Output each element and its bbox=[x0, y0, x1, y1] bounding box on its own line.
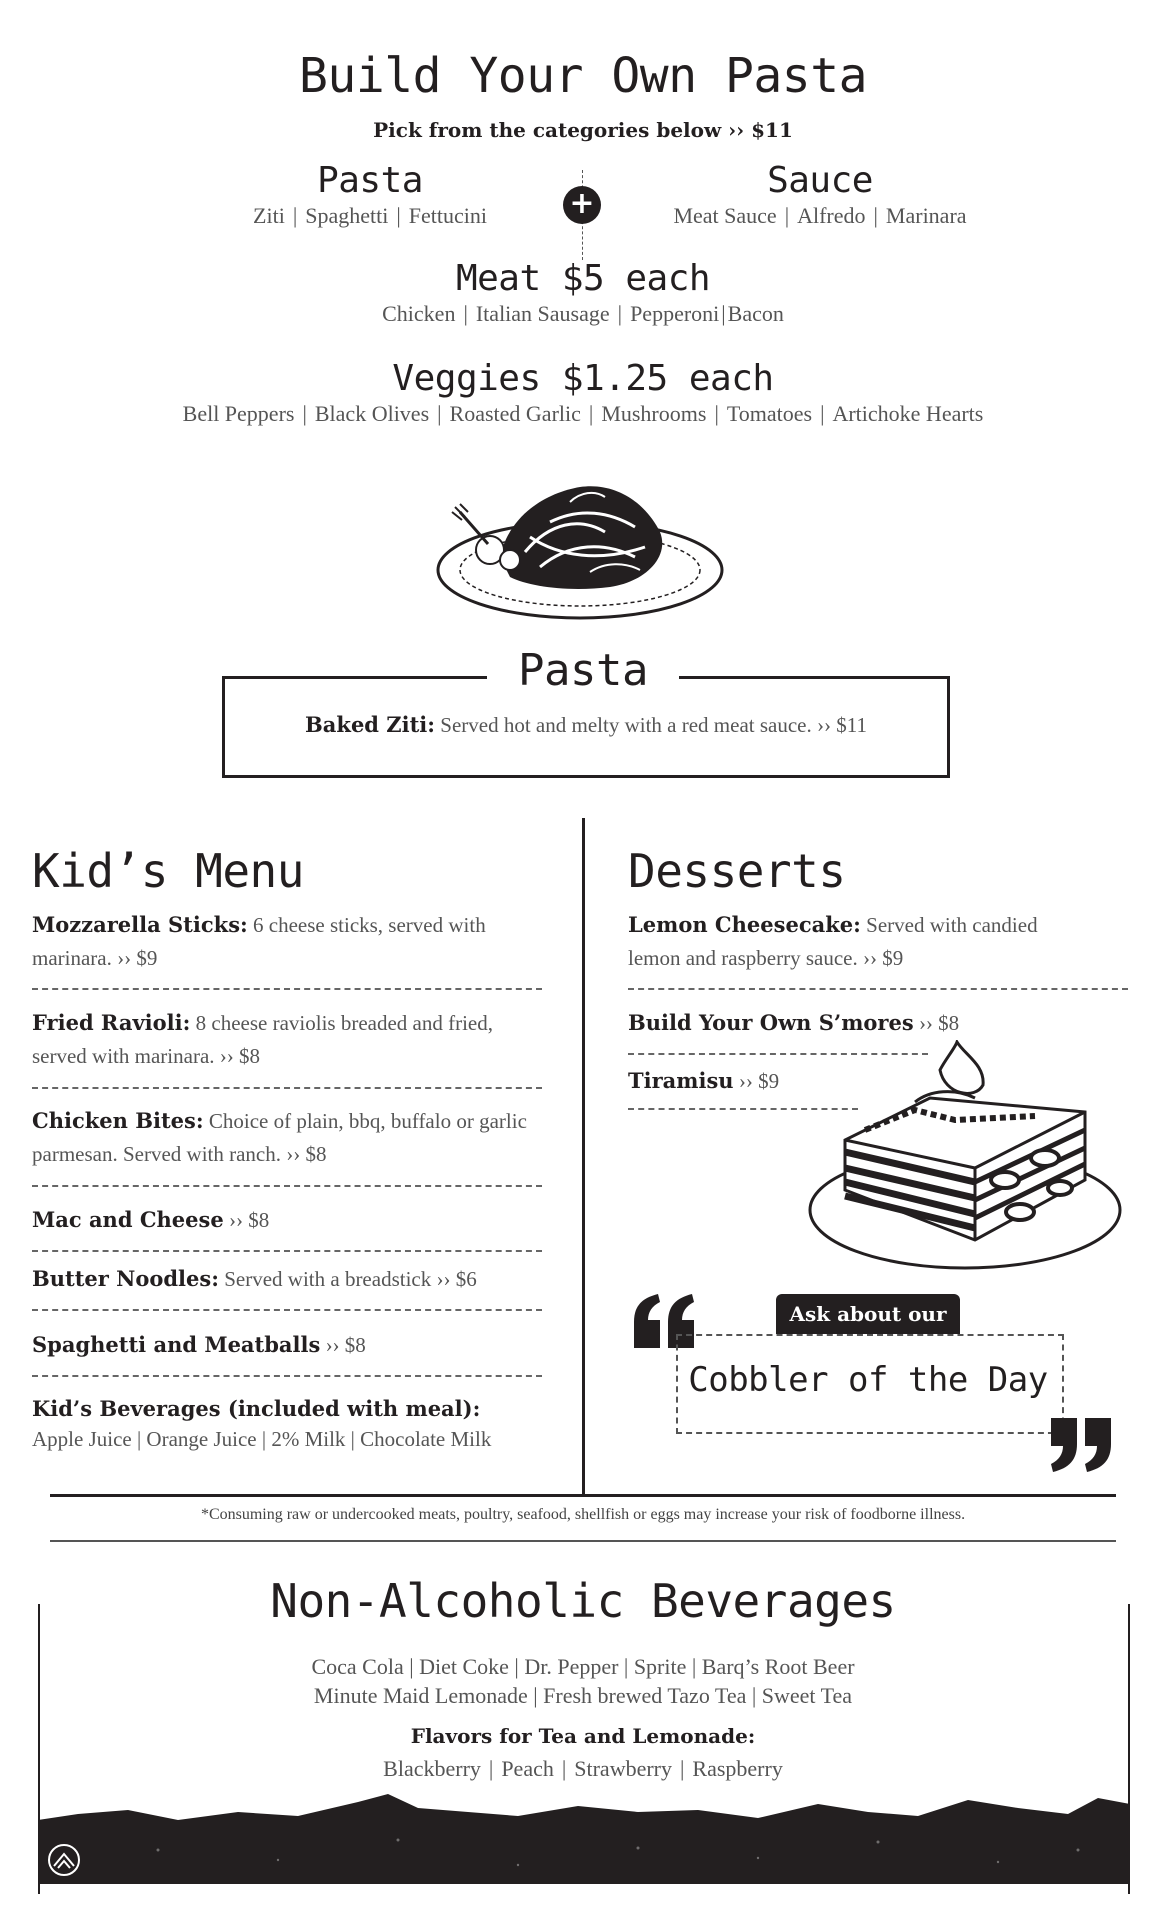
item-name: Tiramisu bbox=[628, 1068, 734, 1093]
kids-beverages-title: Kid’s Beverages (included with meal): bbox=[32, 1396, 481, 1421]
sauce-options: Meat Sauce | Alfredo | Marinara bbox=[673, 203, 967, 228]
list-item bbox=[32, 1262, 552, 1296]
item-description: Served with a breadstick ›› $6 bbox=[218, 1267, 477, 1291]
flavor-option: Blackberry bbox=[383, 1756, 481, 1781]
veggie-option: Mushrooms bbox=[601, 401, 707, 426]
pasta-section-title: Pasta bbox=[487, 645, 679, 696]
pasta-plate-illustration bbox=[430, 462, 730, 627]
meat-category bbox=[0, 258, 1166, 327]
item-name: Mozzarella Sticks: bbox=[32, 912, 248, 937]
veggies-category-title: Veggies $1.25 each bbox=[392, 358, 774, 399]
section-rule bbox=[50, 1540, 1116, 1542]
flavor-option: Raspberry bbox=[692, 1756, 783, 1781]
pasta-option: Ziti bbox=[253, 203, 285, 228]
veggie-option: Roasted Garlic bbox=[449, 401, 581, 426]
flavors-title: Flavors for Tea and Lemonade: bbox=[410, 1724, 756, 1748]
item-description: Choice of plain, bbq, buffalo or garlic bbox=[203, 1109, 527, 1133]
pasta-option: Fettucini bbox=[408, 203, 487, 228]
cobbler-of-the-day: Cobbler of the Day bbox=[688, 1360, 1048, 1400]
item-name: Spaghetti and Meatballs bbox=[32, 1332, 321, 1357]
baked-ziti-item bbox=[222, 712, 950, 738]
brand-logo-icon bbox=[46, 1842, 82, 1878]
item-description-cont: lemon and raspberry sauce. ›› $9 bbox=[628, 946, 904, 970]
item-description-cont: parmesan. Served with ranch. ›› $8 bbox=[32, 1142, 327, 1166]
meat-category-title: Meat $5 each bbox=[455, 258, 711, 299]
list-item bbox=[32, 908, 552, 975]
item-description-cont: marinara. ›› $9 bbox=[32, 946, 158, 970]
beverages-line-1: Coca Cola | Diet Coke | Dr. Pepper | Sprite | Barq’s Root Beer bbox=[311, 1654, 855, 1679]
veggie-option: Black Olives bbox=[314, 401, 430, 426]
item-separator bbox=[32, 1250, 542, 1252]
list-item bbox=[32, 1203, 552, 1237]
item-price: ›› $8 bbox=[913, 1011, 960, 1035]
sauce-option: Alfredo bbox=[797, 203, 866, 228]
pasta-category bbox=[200, 160, 540, 229]
veggie-options: Bell Peppers | Black Olives | Roasted Garlic | Mushrooms | Tomatoes | Artichoke Hearts bbox=[182, 401, 984, 426]
list-item bbox=[628, 1006, 1028, 1040]
item-description: 6 cheese sticks, served with bbox=[247, 913, 486, 937]
item-description: 8 cheese raviolis breaded and fried, bbox=[190, 1011, 493, 1035]
kids-menu-title: Kid’s Menu bbox=[32, 844, 304, 898]
desserts-title: Desserts bbox=[628, 844, 846, 898]
veggies-category bbox=[0, 358, 1166, 427]
item-separator bbox=[628, 988, 1128, 990]
meat-option: Chicken bbox=[382, 301, 456, 326]
item-description: Served hot and melty with a red meat sauce. ›› $11 bbox=[435, 713, 867, 737]
item-price: ›› $9 bbox=[733, 1069, 780, 1093]
sauce-option: Marinara bbox=[885, 203, 967, 228]
item-price: ›› $8 bbox=[320, 1333, 366, 1357]
item-description-cont: served with marinara. ›› $8 bbox=[32, 1044, 260, 1068]
beverages-title: Non-Alcoholic Beverages bbox=[270, 1574, 896, 1628]
tiramisu-illustration bbox=[805, 1040, 1125, 1280]
list-item bbox=[32, 1328, 552, 1362]
sauce-option: Meat Sauce bbox=[673, 203, 777, 228]
pasta-option: Spaghetti bbox=[305, 203, 389, 228]
flavor-option: Strawberry bbox=[574, 1756, 672, 1781]
section-rule bbox=[50, 1494, 1116, 1497]
item-name: Mac and Cheese bbox=[32, 1207, 224, 1232]
beverages-line-2: Minute Maid Lemonade | Fresh brewed Tazo Tea | Sweet Tea bbox=[313, 1683, 853, 1708]
item-separator bbox=[32, 1087, 542, 1089]
item-separator bbox=[32, 1185, 542, 1187]
kids-beverages bbox=[32, 1394, 572, 1454]
item-separator bbox=[32, 1375, 542, 1377]
veggie-option: Bell Peppers bbox=[182, 401, 295, 426]
flavor-option: Peach bbox=[501, 1756, 554, 1781]
sauce-category-title: Sauce bbox=[767, 160, 873, 201]
flavors-list: Blackberry | Peach | Strawberry | Raspberry bbox=[383, 1756, 783, 1781]
kids-beverages-list: Apple Juice | Orange Juice | 2% Milk | Chocolate Milk bbox=[32, 1427, 492, 1451]
meat-option: Pepperoni bbox=[630, 301, 720, 326]
item-price: ›› $8 bbox=[223, 1208, 270, 1232]
item-name: Build Your Own S’mores bbox=[628, 1010, 914, 1035]
build-your-own-title: Build Your Own Pasta bbox=[299, 48, 867, 104]
meat-option: Bacon bbox=[727, 301, 784, 326]
item-separator bbox=[32, 988, 542, 990]
item-name: Chicken Bites: bbox=[32, 1108, 204, 1133]
item-name: Baked Ziti: bbox=[305, 712, 436, 737]
pasta-options: Ziti | Spaghetti | Fettucini bbox=[253, 203, 487, 228]
list-item bbox=[628, 908, 1128, 975]
mountain-skyline-illustration bbox=[38, 1790, 1130, 1884]
item-name: Butter Noodles: bbox=[32, 1266, 219, 1291]
close-quote-icon bbox=[1045, 1414, 1115, 1474]
veggie-option: Artichoke Hearts bbox=[832, 401, 984, 426]
item-description: Served with candied bbox=[860, 913, 1038, 937]
ask-about-badge: Ask about our bbox=[776, 1294, 960, 1334]
item-name: Lemon Cheesecake: bbox=[628, 912, 861, 937]
sauce-category bbox=[630, 160, 1010, 229]
item-separator bbox=[32, 1309, 542, 1311]
disclaimer: *Consuming raw or undercooked meats, poultry, seafood, shellfish or eggs may increase your risk of foodborne illness. bbox=[200, 1506, 966, 1523]
item-name: Fried Ravioli: bbox=[32, 1010, 191, 1035]
meat-option: Italian Sausage bbox=[475, 301, 610, 326]
pasta-category-title: Pasta bbox=[317, 160, 423, 201]
list-item bbox=[32, 1104, 562, 1171]
plus-icon: + bbox=[563, 186, 601, 224]
list-item bbox=[32, 1006, 552, 1073]
build-your-own-subtitle: Pick from the categories below ›› $11 bbox=[373, 118, 793, 142]
column-divider bbox=[582, 818, 585, 1494]
veggie-option: Tomatoes bbox=[726, 401, 813, 426]
meat-options: Chicken | Italian Sausage | Pepperoni|Bacon bbox=[382, 301, 784, 326]
